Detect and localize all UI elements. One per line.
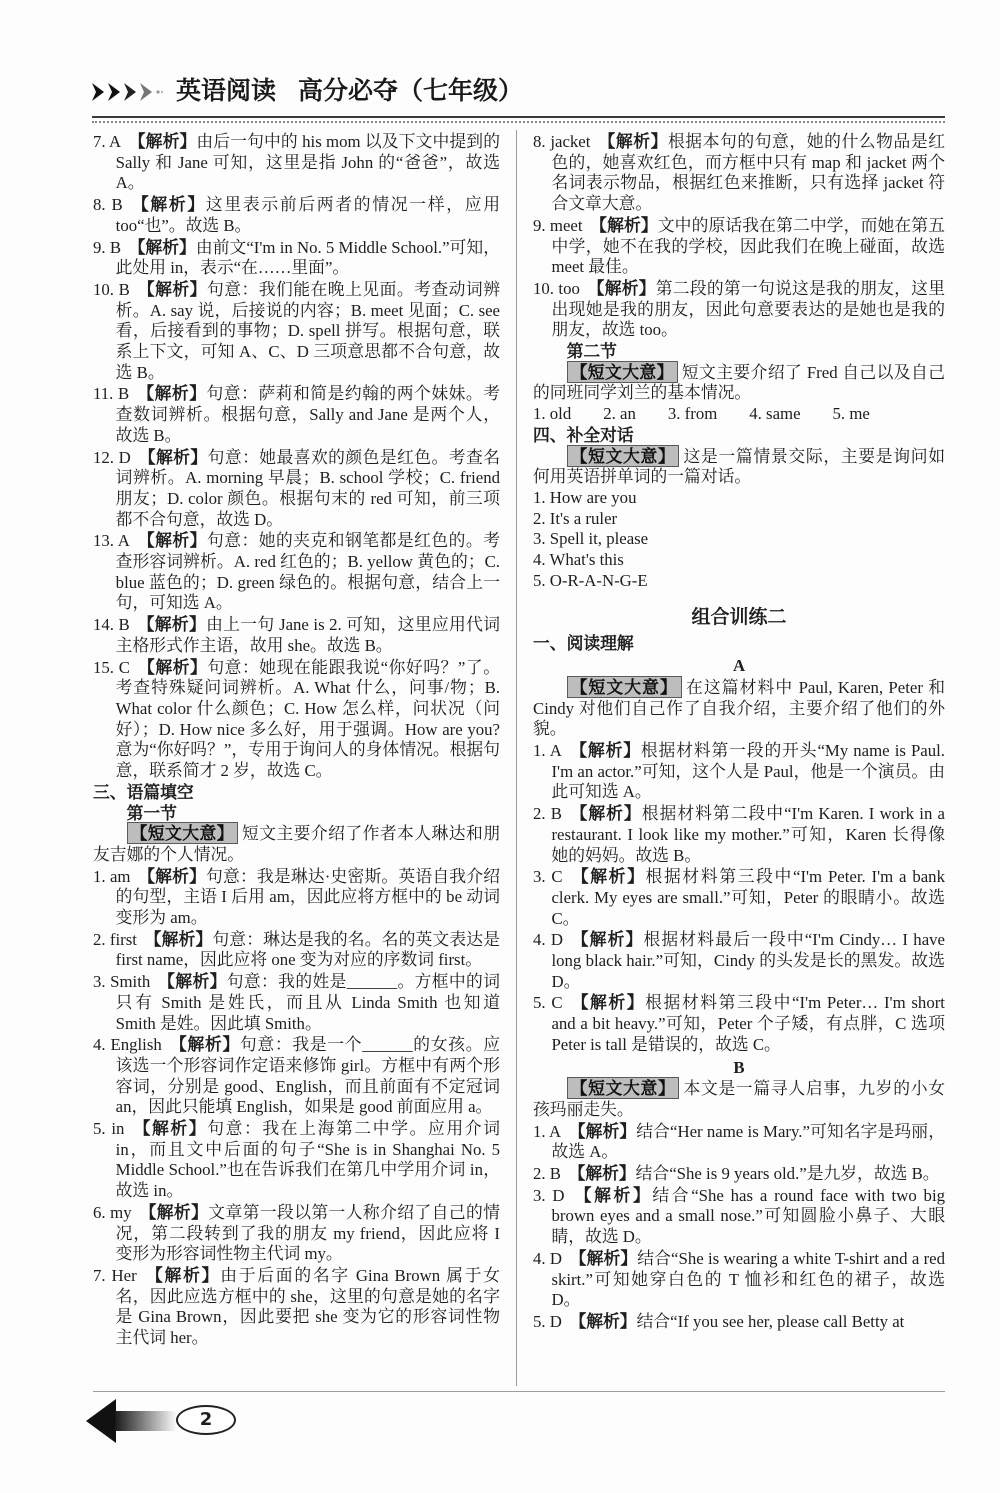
analysis-tag: 【解析】	[169, 1034, 240, 1055]
answer-label: 1. am	[93, 866, 131, 886]
analysis-text: 由上一句 Jane is 2. 可知，这里应用代词主格形式作主语，故用 she。故选 B。	[115, 615, 500, 655]
analysis-text: 句意：琳达是我的名。名的英文表达是 first name，因此应将 one 变为对应的序数词 first。	[115, 929, 500, 970]
left-column	[93, 131, 500, 1349]
answer-label: 7. A	[93, 132, 122, 151]
answer-label: 6. my	[93, 1202, 132, 1222]
answer-label: 9. meet	[533, 215, 583, 235]
answer-item	[533, 131, 945, 215]
analysis-tag: 【解析】	[570, 866, 646, 887]
answer-item	[533, 278, 945, 341]
analysis-text: 句意：我在上海第二中学。应用介词 in，而且文中后面的句子“She is in Shanghai No. 5 Middle School.”也在告诉我们在第几中学用介词 in，故选 in。	[115, 1119, 500, 1201]
passage-summary	[533, 362, 945, 404]
analysis-tag: 【解析】	[137, 530, 207, 551]
dialogue-answer: 3. Spell it, please	[533, 529, 649, 549]
passage-label: B	[733, 1057, 745, 1077]
answer-label: 5. D	[533, 1311, 562, 1331]
answer-item	[93, 929, 500, 971]
section-heading: 一、阅读理解	[533, 633, 634, 654]
analysis-text: 结合“She is 9 years old.”是九岁，故选 B。	[635, 1164, 940, 1184]
answer-item	[93, 279, 500, 384]
book-subtitle: 高分必夺（七年级）	[298, 76, 524, 105]
subsection-heading: 第二节	[566, 341, 617, 362]
answer-item	[533, 1121, 945, 1163]
answer-item	[93, 447, 500, 531]
column-divider	[516, 130, 517, 1386]
subsection-heading: 第一节	[126, 802, 177, 823]
analysis-tag: 【解析】	[569, 1247, 638, 1268]
analysis-tag: 【解析】	[137, 278, 207, 299]
analysis-tag: 【解析】	[144, 1264, 221, 1285]
analysis-text: 这里表示前后两者的情况一样，应用 too“也”。故选 B。	[115, 195, 500, 235]
analysis-text: 句意：她最喜欢的颜色是红色。考查名词辨析。A. morning 早晨；B. school 学校；C. friend 朋友；D. color 颜色。根据句末的 red 可知，前三项都不合句意，故选 D。	[115, 447, 500, 529]
analysis-tag: 【解析】	[569, 739, 641, 760]
answer-item	[93, 1118, 500, 1202]
dialogue-answer: 4. What's this	[533, 550, 624, 570]
answer-label: 4. D	[533, 930, 564, 950]
analysis-text: 结合“She has a round face with two big brown eyes and a small nose.”可知圆脸小鼻子、大眼睛，故选 D。	[551, 1185, 945, 1247]
answer-item	[533, 866, 945, 929]
answer-label: 1. A	[533, 740, 562, 760]
right-column	[533, 131, 945, 1333]
answer-label: 10. too	[533, 278, 580, 298]
section-heading: 四、补全对话	[533, 424, 634, 445]
answer-item	[93, 383, 500, 446]
summary-text: 本文是一篇寻人启事，九岁的小女孩玛丽走失。	[533, 1079, 945, 1119]
answer-item	[93, 194, 500, 236]
summary-text: 短文主要介绍了作者本人琳达和朋友吉娜的个人情况。	[93, 824, 500, 864]
answer-item	[93, 1265, 500, 1349]
answer-item	[93, 971, 500, 1034]
analysis-text: 根据材料第三段中“I'm Peter… I'm short and a bit heavy.”可知，Peter 个子矮，有点胖，C 选项 Peter is tall 是错误的，故选 C。	[551, 993, 945, 1054]
summary-tag: 【短文大意】	[567, 445, 680, 467]
answer-label: 2. first	[93, 929, 137, 949]
short-answer: 1. old	[533, 404, 572, 424]
passage-summary	[533, 446, 945, 488]
answer-label: 2. B	[533, 1164, 561, 1184]
analysis-tag: 【解析】	[568, 1163, 636, 1184]
analysis-text: 由于后面的名字 Gina Brown 属于女名，因此应选方框中的 she，这里的句意是她的名字是 Gina Brown，因此要把 she 变为它的形容词性物主代词 her。	[115, 1265, 501, 1348]
answer-item	[93, 131, 500, 194]
analysis-tag: 【解析】	[568, 1120, 637, 1141]
section-heading: 三、语篇填空	[93, 781, 194, 802]
answer-item	[93, 237, 500, 279]
passage-summary	[93, 823, 500, 865]
analysis-tag: 【解析】	[569, 803, 642, 824]
header-dotted-rule	[92, 121, 945, 123]
footer-arrow-icon	[86, 1396, 178, 1446]
analysis-text: 文章第一段以第一人称介绍了自己的情况，第二段转到了我的朋友 my friend，因此应将 I 变形为形容词性物主代词 my。	[115, 1202, 500, 1264]
page-number: 2	[176, 1405, 236, 1435]
analysis-text: 由前文“I'm in No. 5 Middle School.”可知，此处用 in，表示“在……里面”。	[115, 237, 500, 278]
answer-label: 8. jacket	[533, 132, 591, 151]
analysis-text: 句意：萨莉和简是约翰的两个妹妹。考查数词辨析。根据句意，Sally and Jane 是两个人，故选 B。	[115, 384, 500, 445]
passage-summary	[533, 677, 945, 740]
answer-label: 14. B	[93, 615, 130, 635]
answer-item	[93, 657, 500, 782]
analysis-tag: 【解析】	[137, 656, 208, 677]
answer-label: 4. D	[533, 1248, 563, 1268]
answer-item	[533, 803, 945, 866]
short-answer: 2. an	[603, 404, 636, 424]
analysis-tag: 【解析】	[128, 236, 196, 257]
analysis-text: 句意：她的夹克和钢笔都是红色的。考查形容词辨析。A. red 红色的；B. yellow 黄色的；C. blue 蓝色的；D. green 绿色的。根据句意，结合上一句，可知选 A。	[115, 531, 500, 613]
analysis-text: 句意：她现在能跟我说“你好吗？”了。考查特殊疑问词辨析。A. What 什么，问事/物；B. What color 什么颜色；C. How 怎么样，问状况（问好）；D. How nice 多么好，用于强调。How are you? 意为“你好吗？”，专用于询问人的身体情况。根据句意，联系简才 2 岁，故选 C。	[115, 657, 500, 781]
answer-label: 13. A	[93, 531, 130, 551]
passage-label: A	[732, 656, 746, 676]
answer-item	[93, 530, 500, 614]
answer-item	[533, 215, 945, 278]
analysis-text: 结合“Her name is Mary.”可知名字是玛丽，故选 A。	[551, 1121, 945, 1162]
analysis-text: 结合“She is wearing a white T-shirt and a red skirt.”可知她穿白色的 T 恤衫和红色的裙子，故选 D。	[551, 1248, 945, 1310]
answer-row	[533, 404, 945, 425]
answer-item	[533, 740, 945, 803]
answer-item	[533, 992, 945, 1055]
summary-tag: 【短文大意】	[567, 1077, 680, 1099]
answer-item	[533, 1163, 945, 1185]
short-answer: 3. from	[667, 404, 718, 424]
analysis-tag: 【解析】	[590, 214, 658, 235]
dialogue-answer: 2. It's a ruler	[533, 508, 618, 528]
analysis-text: 根据材料第三段中“I'm Peter. I'm a bank clerk. My eyes are small.”可知，Peter 的眼睛小。故选 C。	[551, 867, 945, 928]
answer-item	[93, 866, 500, 929]
analysis-tag: 【解析】	[128, 131, 197, 151]
footer-rule	[93, 1391, 945, 1392]
answer-label: 11. B	[93, 384, 130, 404]
analysis-text: 根据材料最后一段中“I'm Cindy… I have long black hair.”可知，Cindy 的头发是长的黑发。故选 D。	[551, 930, 945, 991]
summary-text: 短文主要介绍了 Fred 自己以及自己的同班同学刘兰的基本情况。	[533, 362, 945, 403]
analysis-text: 根据本句的句意，她的什么物品是红色的，她喜欢红色，而方框中只有 map 和 jacket 两个名词表示物品，根据红色来推断，只有选择 jacket 符合文章大意。	[551, 132, 945, 214]
answer-item	[93, 1034, 500, 1118]
dialogue-answer: 1. How are you	[533, 487, 637, 507]
analysis-text: 文中的原话我在第二中学，而她在第五中学，她不在我的学校，因此我们在晚上碰面，故选 meet 最佳。	[551, 215, 945, 277]
analysis-tag: 【解析】	[587, 277, 656, 298]
summary-tag: 【短文大意】	[567, 361, 678, 383]
analysis-tag: 【解析】	[144, 928, 213, 949]
answer-item	[93, 1202, 500, 1265]
analysis-tag: 【解析】	[136, 383, 207, 404]
answer-label: 8. B	[93, 195, 123, 215]
analysis-tag: 【解析】	[569, 1310, 637, 1331]
analysis-text: 由后一句中的 his mom 以及下文中提到的 Sally 和 Jane 可知，这里是指 John 的“爸爸”，故选 A。	[115, 132, 500, 193]
answer-label: 15. C	[93, 657, 130, 677]
answer-item	[533, 929, 945, 992]
answer-item	[533, 1248, 945, 1311]
analysis-text: 结合“If you see her, please call Betty at	[636, 1311, 905, 1331]
answer-label: 9. B	[93, 237, 122, 257]
answer-label: 7. Her	[93, 1265, 137, 1285]
analysis-text: 根据材料第二段中“I'm Karen. I work in a restaurant. I look like my mother.”可知，Karen 长得像她的妈妈。故选 B。	[551, 804, 945, 865]
analysis-tag: 【解析】	[132, 1118, 208, 1139]
analysis-tag: 【解析】	[138, 865, 207, 886]
answer-item	[533, 1311, 945, 1333]
analysis-text: 根据材料第一段的开头“My name is Paul. I'm an actor.”可知，这个人是 Paul，他是一个演员。由此可知选 A。	[551, 740, 945, 802]
analysis-text: 句意：我们能在晚上见面。考查动词辨析。A. say 说，后接说的内容；B. meet 见面；C. see看，后接看到的事物；D. spell 拼写。根据句意，联系上下文，可知 A、C、D 三项意思都不合句意，故选 B。	[115, 279, 500, 382]
answer-label: 2. B	[533, 804, 562, 824]
answer-label: 1. A	[533, 1121, 562, 1141]
analysis-tag: 【解析】	[572, 1184, 653, 1205]
analysis-text: 句意：我是一个______的女孩。应该选一个形容词作定语来修饰 girl。方框中有两个形容词，分别是 good、English，而且前面有不定冠词 an，因此只能填 English，如果是 good 前面应用 a。	[115, 1035, 500, 1117]
summary-tag: 【短文大意】	[127, 822, 238, 844]
book-title	[176, 74, 523, 108]
analysis-tag: 【解析】	[570, 929, 644, 950]
answer-label: 5. C	[533, 993, 563, 1013]
dialogue-answer: 5. O-R-A-N-G-E	[533, 570, 648, 590]
analysis-tag: 【解析】	[570, 992, 646, 1013]
analysis-tag: 【解析】	[157, 971, 227, 992]
summary-text: 这是一篇情景交际，主要是询问如何用英语拼单词的一篇对话。	[533, 446, 945, 487]
analysis-tag: 【解析】	[130, 194, 206, 215]
answer-label: 5. in	[93, 1119, 125, 1139]
analysis-tag: 【解析】	[137, 614, 207, 635]
header-arrows-icon	[92, 80, 164, 104]
summary-tag: 【短文大意】	[567, 676, 682, 698]
analysis-text: 句意：我的姓是______。方框中的词只有 Smith 是姓氏，而且从 Linda Smith 也知道 Smith 是姓。因此填 Smith。	[115, 972, 500, 1033]
answer-item	[533, 1185, 945, 1248]
training-title: 组合训练二	[691, 606, 787, 629]
analysis-text: 第二段的第一句说这是我的朋友，这里出现她是我的朋友，因此句意要表达的是她也是我的朋友，故选 too。	[551, 278, 945, 340]
analysis-text: 句意：我是琳达·史密斯。英语自我介绍的句型，主语 I 后用 am，因此应将方框中的 be 动词变形为 am。	[115, 866, 500, 928]
answer-label: 10. B	[93, 279, 130, 299]
answer-label: 3. Smith	[93, 972, 151, 992]
answer-item	[93, 614, 500, 656]
answer-label: 3. C	[533, 867, 563, 887]
passage-summary	[533, 1078, 945, 1120]
answer-label: 12. D	[93, 447, 131, 467]
header-rule	[92, 116, 945, 118]
book-series: 英语阅读	[176, 76, 277, 105]
summary-text: 在这篇材料中 Paul, Karen, Peter 和 Cindy 对他们自己作了自我介绍，主要介绍了他们的外貌。	[533, 677, 945, 739]
short-answer: 5. me	[832, 404, 870, 424]
analysis-tag: 【解析】	[597, 131, 668, 151]
answer-label: 4. English	[93, 1035, 162, 1055]
short-answer: 4. same	[749, 404, 801, 424]
analysis-tag: 【解析】	[138, 446, 208, 467]
answer-label: 3. D	[533, 1185, 565, 1205]
analysis-tag: 【解析】	[139, 1201, 209, 1222]
